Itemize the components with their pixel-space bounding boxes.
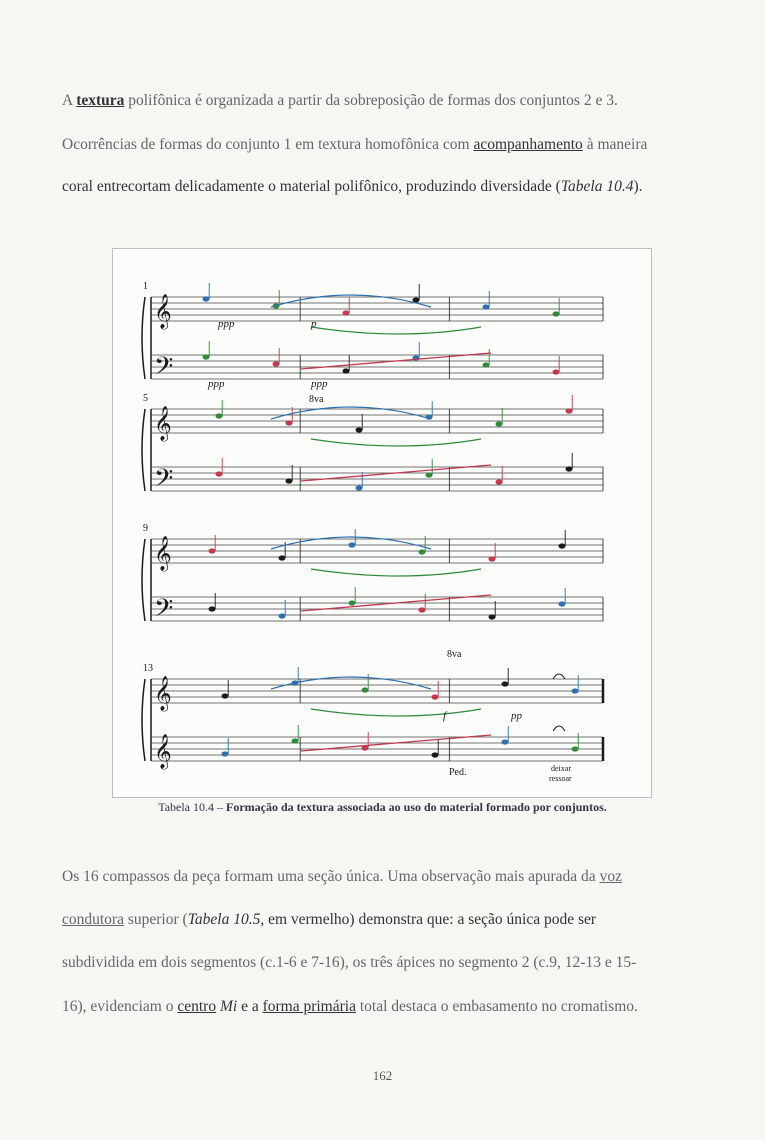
page-number: 162 [372,1068,393,1083]
note-head [203,354,210,359]
staff-brace [142,409,145,491]
treble-clef: 𝄞 [154,677,172,710]
note-head [279,613,286,618]
dynamic-marking: p [311,318,317,330]
note-head [566,466,573,471]
note-head [349,600,356,605]
treble-clef: 𝄞 [154,407,172,440]
note-head [343,368,350,373]
slur [311,439,481,446]
note-head [572,746,579,751]
bass-clef: 𝄢 [154,353,174,386]
table-reference: Tabela 10.5, [187,911,265,928]
performance-instruction: ressoar [549,774,572,783]
note-head [419,549,426,554]
term-acompanhamento: acompanhamento [473,136,583,153]
slur [311,569,481,576]
pedal-mark: Ped. [449,767,467,778]
note-head [489,556,496,561]
note-head [419,607,426,612]
note-head [222,751,229,756]
dynamic-marking: ppp [208,378,225,390]
note-head [273,361,280,366]
slur [311,327,481,334]
note-head [279,555,286,560]
note-head [362,687,369,692]
note-head [286,420,293,425]
measure-number: 9 [143,523,148,534]
note-head [572,688,579,693]
note-head [209,606,216,611]
term-condutora: condutora [62,911,124,928]
note-head [553,311,560,316]
note-head [566,408,573,413]
dynamic-marking: ppp [218,318,235,330]
note-head [209,548,216,553]
paragraph-line: Ocorrências de formas do conjunto 1 em textura homofônica com acompanhamento à maneira [62,136,648,153]
dynamic-marking: f [443,710,447,722]
bass-clef: 𝄢 [154,465,174,498]
note-head [489,614,496,619]
paragraph-line: subdividida em dois segmentos (c.1-6 e 7-16), os três ápices no segmento 2 (c.9, 12-13 e 15- [62,954,637,971]
staff-brace [142,297,145,379]
note-head [216,413,223,418]
note-head [502,681,509,686]
note-head [349,542,356,547]
term-textura: textura [76,92,125,109]
music-score [113,249,651,797]
paragraph-line: 16), evidenciam o centro Mi e a forma primária total destaca o embasamento no cromatismo. [62,998,638,1015]
music-score-figure [112,248,652,798]
term-mi: Mi [219,998,238,1015]
note-head [496,421,503,426]
treble-clef: 𝄞 [154,295,172,328]
slur [311,709,481,716]
note-head [559,601,566,606]
note-head [483,362,490,367]
staff-brace [142,679,145,761]
fermata [553,726,565,731]
note-head [203,296,210,301]
measure-number: 1 [143,281,148,292]
note-head [356,485,363,490]
paragraph-line: condutora superior (Tabela 10.5, em vermelho) demonstra que: a seção única pode ser [62,911,597,928]
note-head [553,369,560,374]
note-head [216,471,223,476]
fermata [553,674,565,679]
treble-clef: 𝄞 [154,537,172,570]
note-head [432,694,439,699]
measure-number: 5 [143,393,148,404]
figure-caption: Tabela 10.4 – Formação da textura associada ao uso do material formado por conjuntos. [158,800,607,814]
term-centro: centro [177,998,217,1015]
staff-brace [142,539,145,621]
term-forma-primaria: forma primária [262,998,356,1015]
term-voz: voz [599,868,622,885]
bass-clef: 𝄢 [154,595,174,628]
note-head [559,543,566,548]
note-head [222,693,229,698]
dynamic-marking: ppp [311,378,328,390]
table-reference: Tabela 10.4 [560,178,634,195]
note-head [356,427,363,432]
bass-clef: 𝄞 [154,735,172,768]
note-head [502,739,509,744]
note-head [292,738,299,743]
paragraph-line: A textura polifônica é organizada a partir da sobreposição de formas dos conjuntos 2 e 3. [62,92,618,109]
note-head [426,472,433,477]
octave-mark: 8va [447,649,462,660]
note-head [483,304,490,309]
note-head [432,752,439,757]
note-head [496,479,503,484]
octave-mark: 8va [309,394,324,405]
note-head [343,310,350,315]
measure-number: 13 [143,663,153,674]
paragraph-line: coral entrecortam delicadamente o material polifônico, produzindo diversidade (Tabela 10.4). [62,178,643,195]
dynamic-marking: pp [511,710,522,722]
performance-instruction: deixar [551,764,571,773]
note-head [286,478,293,483]
paragraph-line: Os 16 compassos da peça formam uma seção única. Uma observação mais apurada da voz [62,868,622,885]
